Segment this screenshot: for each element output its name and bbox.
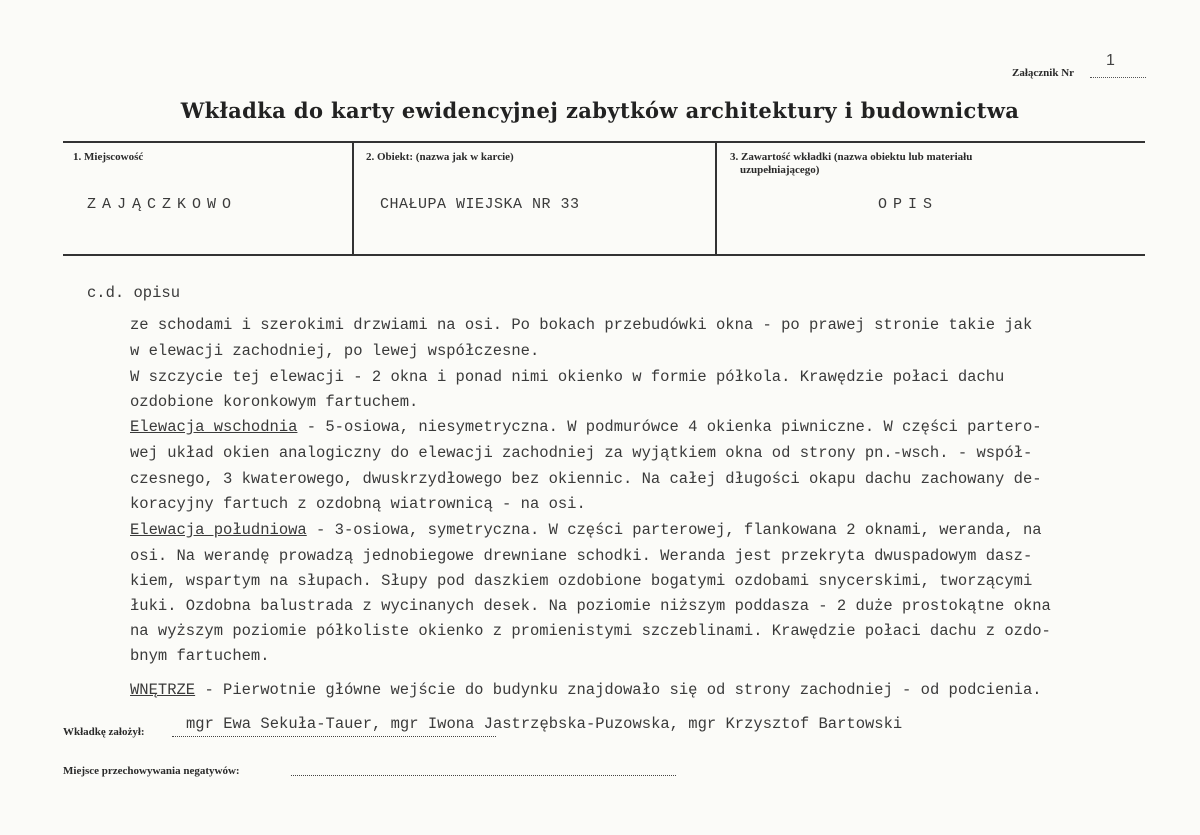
text-line: ozdobione koronkowym fartuchem. [130, 393, 419, 411]
table-bottom-border [63, 254, 1145, 256]
text-line: koracyjny fartuch z ozdobną wiatrownicą - na osi. [130, 495, 586, 513]
content-value: OPIS [878, 196, 939, 213]
attachment-number: 1 [1106, 52, 1115, 69]
text-line-interior-content: - Pierwotnie główne wejście do budynku znajdowało się od strony zachodniej - od podcienia. [204, 681, 1042, 699]
text-line: czesnego, 3 kwaterowego, dwuskrzydłowego bez okiennic. Na całej długości okapu dachu zachowany de- [130, 470, 1042, 488]
attachment-number-field [1090, 77, 1146, 78]
text-line-east [130, 418, 1042, 436]
text-line-interior [130, 681, 1042, 699]
text-line-south-content: - 3-osiowa, symetryczna. W części parterowej, flankowana 2 oknami, weranda, na [316, 521, 1042, 539]
text-line: wej układ okien analogiczny do elewacji zachodniej za wyjątkiem okna od strony pn.-wsch. - współ- [130, 444, 1033, 462]
text-line: W szczycie tej elewacji - 2 okna i ponad nimi okienko w formie półkola. Krawędzie połaci dachu [130, 368, 1005, 386]
negatives-field-line [291, 775, 676, 776]
heading-interior: WNĘTRZE [130, 681, 196, 699]
text-line-east-content: - 5-osiowa, niesymetryczna. W podmurówce 4 okienka piwniczne. W części partero- [306, 418, 1042, 436]
place-value: ZAJĄCZKOWO [87, 196, 238, 213]
object-value: CHAŁUPA WIEJSKA NR 33 [380, 196, 580, 213]
table-top-border [63, 141, 1145, 143]
author-field-line [172, 736, 496, 737]
author-label: Wkładkę założył: [63, 726, 145, 738]
author-value: mgr Ewa Sekuła-Tauer, mgr Iwona Jastrzębska-Puzowska, mgr Krzysztof Bartowski [186, 715, 903, 733]
content-label-line-2: uzupełniającego) [740, 164, 820, 176]
text-line: kiem, wspartym na słupach. Słupy pod daszkiem ozdobione bogatymi ozdobami snycerskimi, tworzącymi [130, 572, 1033, 590]
table-divider-1 [352, 141, 354, 255]
negatives-label: Miejsce przechowywania negatywów: [63, 765, 240, 777]
page-title: Wkładka do karty ewidencyjnej zabytków architektury i budownictwa [180, 98, 1020, 123]
heading-east: Elewacja wschodnia [130, 418, 298, 436]
content-label-line-1: 3. Zawartość wkładki (nazwa obiektu lub materiału [730, 151, 973, 163]
text-line: osi. Na werandę prowadzą jednobiegowe drewniane schodki. Weranda jest przekryta dwuspadowym dasz- [130, 547, 1033, 565]
text-line: ze schodami i szerokimi drzwiami na osi. Po bokach przebudówki okna - po prawej stronie takie jak [130, 316, 1033, 334]
continuation-label: c.d. opisu [87, 284, 181, 302]
text-line: łuki. Ozdobna balustrada z wycinanych desek. Na poziomie niższym poddasza - 2 duże prostokątne okna [130, 597, 1051, 615]
place-label: 1. Miejscowość [73, 151, 144, 163]
table-divider-2 [715, 141, 717, 255]
object-label: 2. Obiekt: (nazwa jak w karcie) [366, 151, 514, 163]
heading-south: Elewacja południowa [130, 521, 307, 539]
attachment-label: Załącznik Nr [1012, 67, 1075, 79]
text-line: bnym fartuchem. [130, 647, 270, 665]
content-label [730, 151, 972, 177]
text-line-south [130, 521, 1042, 539]
text-line: w elewacji zachodniej, po lewej współczesne. [130, 342, 540, 360]
text-line: na wyższym poziomie półkoliste okienko z promienistymi szczeblinami. Krawędzie połaci dachu z ozdo- [130, 622, 1051, 640]
